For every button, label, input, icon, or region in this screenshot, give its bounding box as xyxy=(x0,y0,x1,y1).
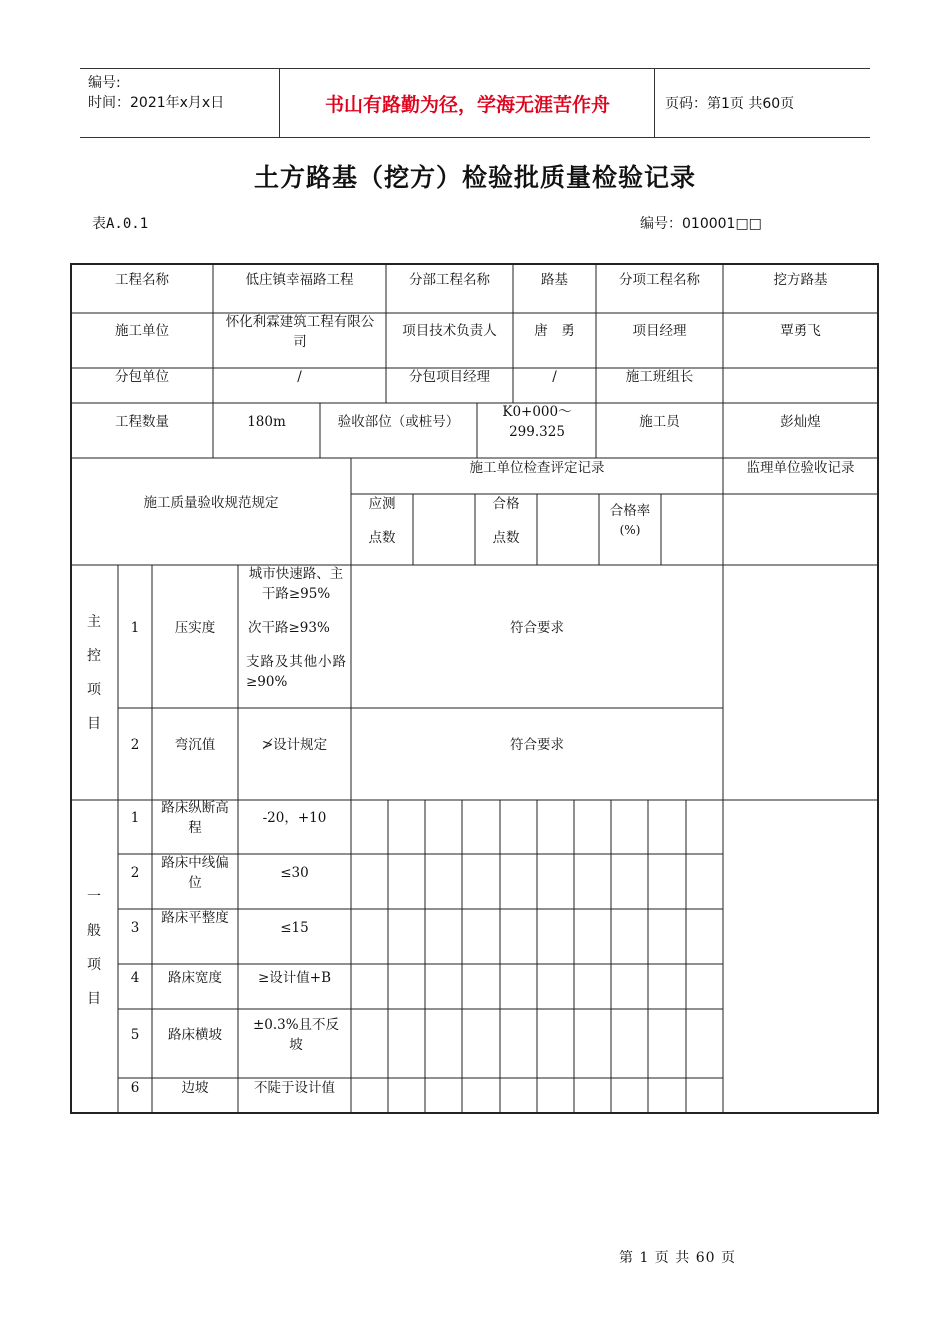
number-label: 编号: xyxy=(88,75,121,91)
general-item-no: 1 xyxy=(130,810,140,826)
main-item-req-b: 次干路≥93% xyxy=(248,620,330,636)
subitem-value: 挖方路基 xyxy=(773,272,828,288)
contractor-record-label: 施工单位检查评定记录 xyxy=(469,460,605,476)
sub-pm-label: 分包项目经理 xyxy=(409,369,490,385)
location-value: K0+000～299.325 xyxy=(502,404,572,440)
project-name-label: 工程名称 xyxy=(115,272,169,288)
main-item-req-c: 支路及其他小路≥90% xyxy=(246,654,346,690)
general-item-name: 路床平整度 xyxy=(161,910,229,926)
pass-label-top: 合格 xyxy=(492,496,520,512)
contractor-value: 怀化利霖建筑工程有限公司 xyxy=(225,314,375,350)
division-value: 路基 xyxy=(541,272,568,288)
subcontractor-label: 分包单位 xyxy=(115,369,169,385)
project-name-value: 低庄镇幸福路工程 xyxy=(245,272,354,288)
tech-lead-label: 项目技术负责人 xyxy=(402,323,497,339)
general-item-req: ≤15 xyxy=(280,920,309,936)
general-items-char: 项 xyxy=(87,957,101,973)
quantity-value: 180m xyxy=(247,414,286,430)
general-item-req: 不陡于设计值 xyxy=(254,1080,335,1096)
general-items-char: 目 xyxy=(87,991,101,1007)
main-item-no: 2 xyxy=(130,737,140,753)
points-label-top: 应测 xyxy=(368,496,396,512)
header-motto: 书山有路勤为径，学海无涯苦作舟 xyxy=(281,69,655,137)
rate-label-bottom: (%) xyxy=(619,523,641,537)
subitem-label: 分项工程名称 xyxy=(619,272,700,288)
main-items-char: 主 xyxy=(87,614,101,630)
general-item-no: 2 xyxy=(130,865,140,881)
general-item-no: 5 xyxy=(130,1027,140,1043)
subcontractor-value: / xyxy=(297,369,302,385)
document-title: 土方路基（挖方）检验批质量检验记录 xyxy=(253,163,696,192)
location-label: 验收部位（或桩号） xyxy=(337,414,460,430)
pass-label-bottom: 点数 xyxy=(492,530,520,546)
quantity-label: 工程数量 xyxy=(115,414,169,430)
contractor-label: 施工单位 xyxy=(115,323,169,339)
general-item-no: 3 xyxy=(130,920,140,936)
general-item-req: ±0.3%且不反坡 xyxy=(252,1017,340,1053)
header-page-info: 页码：第1页 共60页 xyxy=(665,96,795,112)
general-item-no: 4 xyxy=(130,970,140,986)
pm-label: 项目经理 xyxy=(632,323,687,339)
general-item-req: ≥设计值+B xyxy=(257,970,332,986)
spec-label: 施工质量验收规范规定 xyxy=(143,495,279,511)
tech-lead-value: 唐 勇 xyxy=(534,323,575,339)
page-footer: 第 1 页 共 60 页 xyxy=(619,1250,736,1266)
main-item-result: 符合要求 xyxy=(510,737,564,753)
general-item-req: ≤30 xyxy=(280,865,309,881)
time-label: 时间：2021年x月x日 xyxy=(88,95,225,111)
main-item-result: 符合要求 xyxy=(510,620,564,636)
general-item-name: 路床横坡 xyxy=(168,1027,222,1043)
general-item-name: 边坡 xyxy=(181,1080,209,1096)
rate-label-top: 合格率 xyxy=(609,503,651,519)
main-items-char: 项 xyxy=(87,682,101,698)
document-number: 编号：010001□□ xyxy=(640,216,762,232)
main-item-name: 压实度 xyxy=(174,620,216,636)
main-item-req: ≯设计规定 xyxy=(261,737,328,753)
division-label: 分部工程名称 xyxy=(409,272,490,288)
general-item-name: 路床宽度 xyxy=(168,970,222,986)
general-item-req: -20，+10 xyxy=(262,810,327,826)
general-items-char: 一 xyxy=(87,889,101,905)
builder-label: 施工员 xyxy=(639,414,680,430)
sub-pm-value: / xyxy=(552,369,557,385)
table-number: 表A.0.1 xyxy=(92,216,149,232)
general-item-name: 路床纵断高程 xyxy=(161,800,229,836)
general-item-name: 路床中线偏位 xyxy=(161,855,229,891)
main-items-char: 目 xyxy=(87,716,101,732)
general-item-no: 6 xyxy=(130,1080,140,1096)
builder-value: 彭灿煌 xyxy=(780,414,821,430)
general-items-char: 般 xyxy=(87,923,101,939)
main-item-no: 1 xyxy=(130,620,140,636)
pm-value: 覃勇飞 xyxy=(780,323,821,339)
team-lead-label: 施工班组长 xyxy=(625,369,694,385)
main-items-char: 控 xyxy=(87,648,101,664)
main-item-req-a: 城市快速路、主干路≥95% xyxy=(248,566,344,602)
points-label-bottom: 点数 xyxy=(368,530,396,546)
main-item-name: 弯沉值 xyxy=(174,737,216,753)
supervisor-record-label: 监理单位验收记录 xyxy=(746,460,855,476)
